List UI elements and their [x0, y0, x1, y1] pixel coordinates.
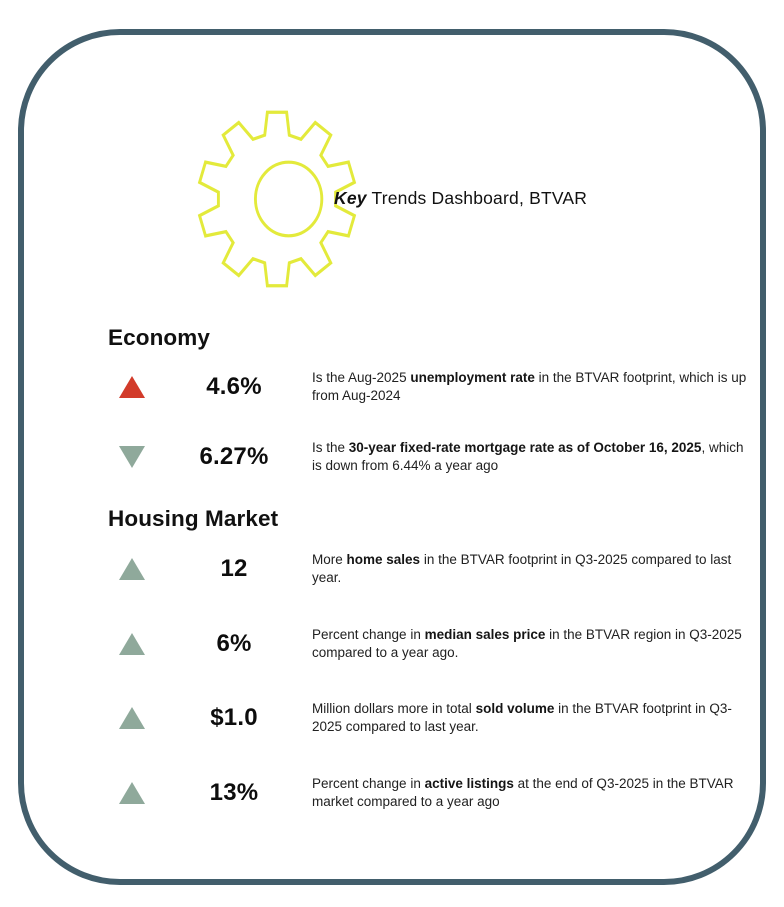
stat-description: Is the 30-year fixed-rate mortgage rate as of October 16, 2025, which is down from 6.44% a year ago: [312, 439, 744, 473]
section-heading-economy: Economy: [108, 325, 210, 350]
page-title: [334, 186, 587, 210]
stat-row-median-sales-price: [108, 624, 756, 664]
arrow-cell: [108, 446, 156, 468]
page-title-emphasis: Key: [334, 188, 367, 208]
stat-row-home-sales: [108, 549, 756, 589]
up-arrow-icon: [119, 782, 145, 804]
dashboard-card: [18, 29, 766, 885]
stat-row-unemployment: [108, 367, 756, 407]
up-arrow-icon: [119, 707, 145, 729]
stat-row-sold-volume: [108, 698, 756, 738]
arrow-cell: [108, 633, 156, 655]
stat-value: 6%: [216, 630, 252, 657]
stat-description: Percent change in median sales price in the BTVAR region in Q3-2025 compared to a year ago.: [312, 626, 742, 660]
down-arrow-icon: [119, 446, 145, 468]
stat-description: Percent change in active listings at the end of Q3-2025 in the BTVAR market compared to a year ago: [312, 775, 734, 809]
arrow-cell: [108, 376, 156, 398]
up-arrow-icon: [119, 376, 145, 398]
stat-description: Million dollars more in total sold volume in the BTVAR footprint in Q3-2025 compared to last year.: [312, 700, 732, 734]
arrow-cell: [108, 782, 156, 804]
up-arrow-icon: [119, 558, 145, 580]
stat-row-active-listings: [108, 773, 756, 813]
stat-value: $1.0: [210, 704, 258, 731]
stat-value: 4.6%: [206, 373, 262, 400]
stat-description: Is the Aug-2025 unemployment rate in the BTVAR footprint, which is up from Aug-2024: [312, 369, 747, 403]
stat-value: 12: [220, 555, 248, 582]
arrow-cell: [108, 558, 156, 580]
stat-description: More home sales in the BTVAR footprint in Q3-2025 compared to last year.: [312, 551, 732, 585]
stat-value: 13%: [209, 779, 259, 806]
gear-center-circle: [255, 162, 321, 236]
stat-value: 6.27%: [199, 443, 269, 470]
stat-row-mortgage-rate: [108, 437, 756, 477]
arrow-cell: [108, 707, 156, 729]
up-arrow-icon: [119, 633, 145, 655]
page-title-rest: Trends Dashboard, BTVAR: [366, 188, 588, 208]
section-heading-housing-market: Housing Market: [108, 506, 279, 531]
